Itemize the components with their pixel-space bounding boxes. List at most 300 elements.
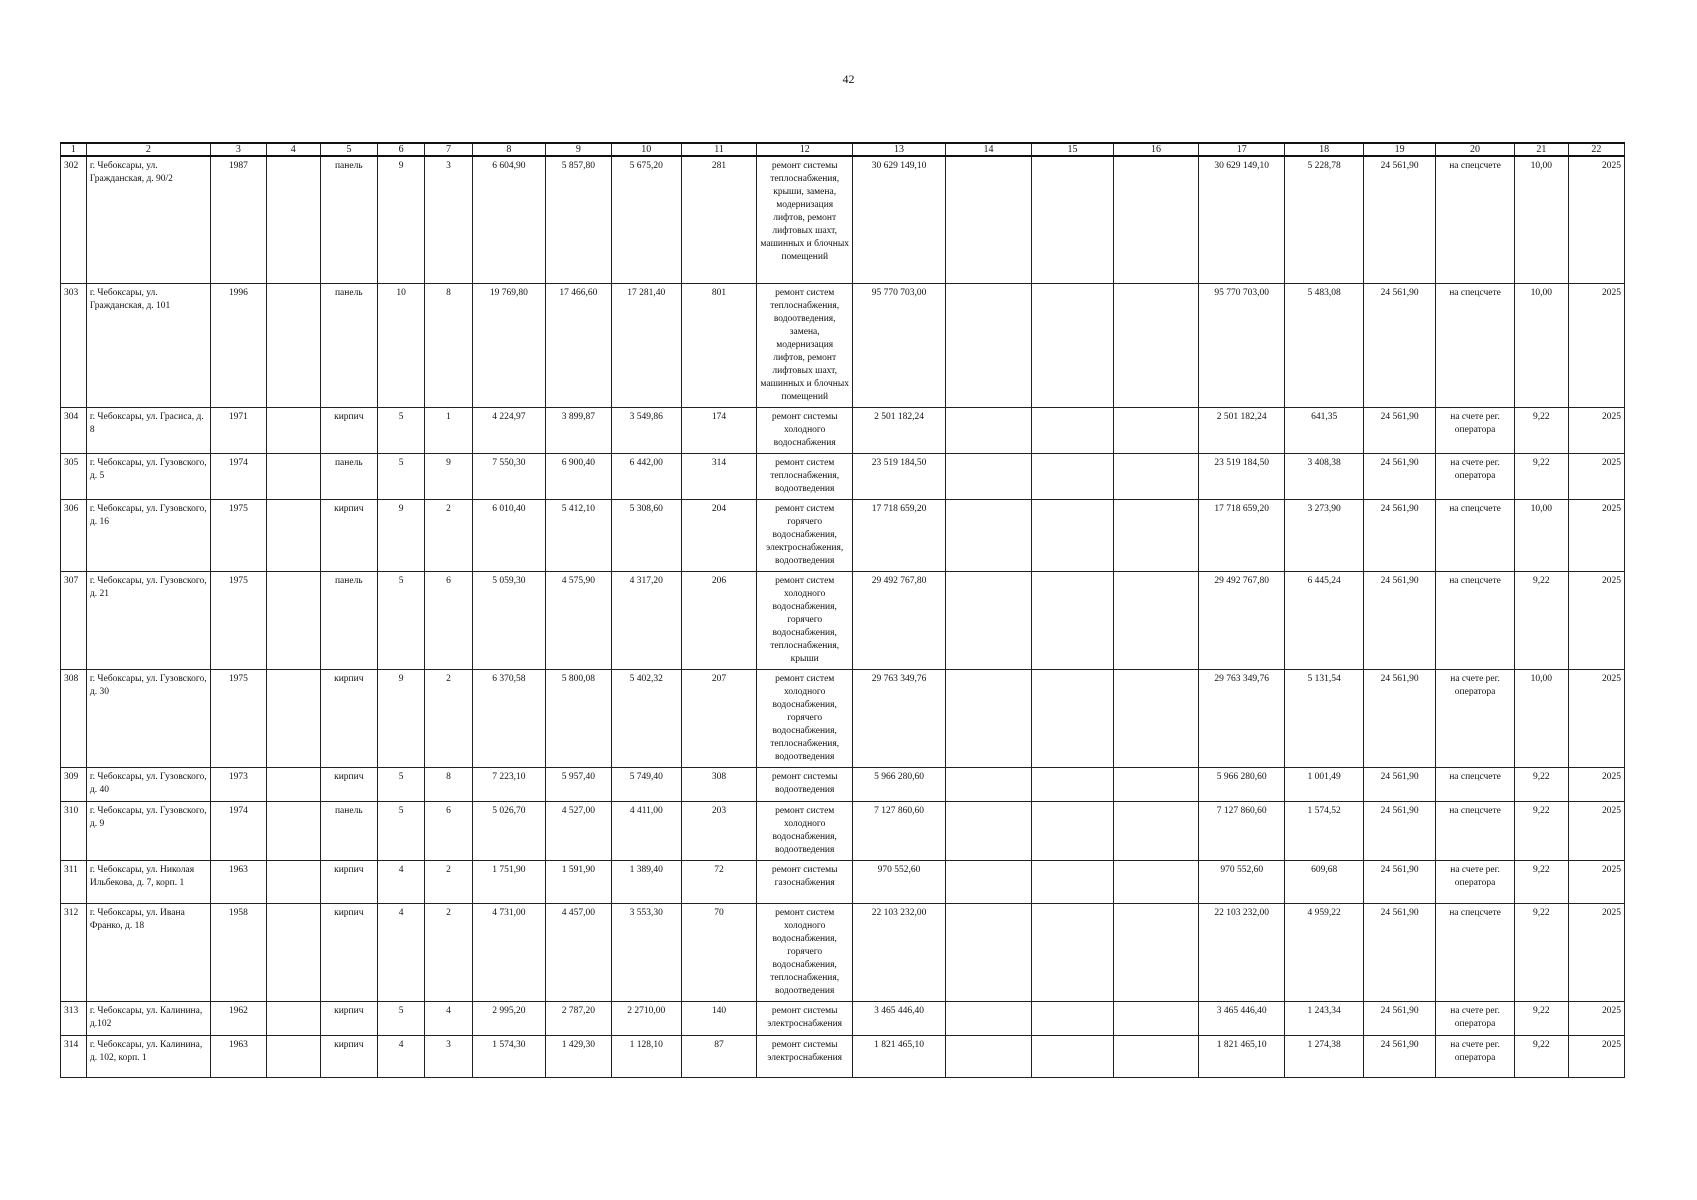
year-cell: 1963	[210, 860, 266, 903]
column-number: 18	[1285, 143, 1364, 156]
work-type-cell: ремонт системы холодного водоснабжения	[757, 407, 853, 453]
fund-method-cell: на спецсчете	[1436, 767, 1515, 801]
unit-cost-cell: 1 574,52	[1285, 801, 1364, 860]
total-cost-cell: 5 966 280,60	[853, 767, 946, 801]
residents-cell: 87	[681, 1035, 756, 1077]
year-cell: 1975	[210, 571, 266, 669]
row-number: 310	[61, 801, 87, 860]
residents-cell: 70	[681, 903, 756, 1001]
living-area-cell: 4 527,00	[546, 801, 612, 860]
residents-cell: 72	[681, 860, 756, 903]
residential-area-cell: 17 281,40	[611, 283, 681, 407]
empty-cell	[1113, 767, 1198, 801]
empty-cell	[266, 156, 320, 283]
residents-cell: 281	[681, 156, 756, 283]
row-number: 314	[61, 1035, 87, 1077]
owners-funds-cell: 29 492 767,80	[1199, 571, 1285, 669]
row-number: 311	[61, 860, 87, 903]
empty-cell	[1032, 860, 1114, 903]
plan-year-cell: 2025	[1568, 860, 1624, 903]
empty-cell	[266, 407, 320, 453]
empty-cell	[1113, 860, 1198, 903]
address-cell: г. Чебоксары, ул. Гузовского, д. 30	[86, 669, 210, 767]
contribution-rate-cell: 9,22	[1514, 860, 1568, 903]
work-type-cell: ремонт систем теплоснабжения, водоотведения	[757, 453, 853, 499]
empty-cell	[1032, 1035, 1114, 1077]
total-cost-cell: 7 127 860,60	[853, 801, 946, 860]
entrances-cell: 3	[425, 156, 472, 283]
wall-material-cell: кирпич	[320, 903, 377, 1001]
empty-cell	[945, 453, 1031, 499]
entrances-cell: 2	[425, 903, 472, 1001]
entrances-cell: 8	[425, 283, 472, 407]
empty-cell	[1032, 407, 1114, 453]
column-number: 22	[1568, 143, 1624, 156]
wall-material-cell: кирпич	[320, 767, 377, 801]
total-cost-cell: 95 770 703,00	[853, 283, 946, 407]
total-area-cell: 2 995,20	[472, 1001, 545, 1035]
address-cell: г. Чебоксары, ул. Гузовского, д. 40	[86, 767, 210, 801]
empty-cell	[945, 156, 1031, 283]
max-unit-cost-cell: 24 561,90	[1364, 571, 1436, 669]
column-number: 3	[210, 143, 266, 156]
empty-cell	[266, 1035, 320, 1077]
residents-cell: 207	[681, 669, 756, 767]
living-area-cell: 2 787,20	[546, 1001, 612, 1035]
table-row	[61, 1035, 1625, 1077]
fund-method-cell: на счете рег. оператора	[1436, 407, 1515, 453]
address-cell: г. Чебоксары, ул. Николая Ильбекова, д. 7, корп. 1	[86, 860, 210, 903]
page-number: 42	[842, 72, 855, 86]
empty-cell	[1113, 407, 1198, 453]
unit-cost-cell: 5 228,78	[1285, 156, 1364, 283]
column-number: 10	[611, 143, 681, 156]
max-unit-cost-cell: 24 561,90	[1364, 453, 1436, 499]
row-number: 309	[61, 767, 87, 801]
floors-cell: 5	[377, 1001, 424, 1035]
unit-cost-cell: 3 408,38	[1285, 453, 1364, 499]
year-cell: 1974	[210, 453, 266, 499]
owners-funds-cell: 29 763 349,76	[1199, 669, 1285, 767]
empty-cell	[1032, 903, 1114, 1001]
wall-material-cell: кирпич	[320, 407, 377, 453]
address-cell: г. Чебоксары, ул. Гузовского, д. 5	[86, 453, 210, 499]
column-number: 9	[546, 143, 612, 156]
living-area-cell: 4 457,00	[546, 903, 612, 1001]
contribution-rate-cell: 9,22	[1514, 903, 1568, 1001]
empty-cell	[266, 571, 320, 669]
work-type-cell: ремонт систем холодного водоснабжения, водоотведения	[757, 801, 853, 860]
total-cost-cell: 970 552,60	[853, 860, 946, 903]
total-cost-cell: 22 103 232,00	[853, 903, 946, 1001]
entrances-cell: 2	[425, 860, 472, 903]
column-number: 6	[377, 143, 424, 156]
total-area-cell: 6 370,58	[472, 669, 545, 767]
living-area-cell: 1 429,30	[546, 1035, 612, 1077]
year-cell: 1973	[210, 767, 266, 801]
empty-cell	[1113, 283, 1198, 407]
entrances-cell: 8	[425, 767, 472, 801]
living-area-cell: 6 900,40	[546, 453, 612, 499]
empty-cell	[1032, 156, 1114, 283]
work-type-cell: ремонт систем горячего водоснабжения, электроснабжения, водоотведения	[757, 499, 853, 571]
unit-cost-cell: 609,68	[1285, 860, 1364, 903]
row-number: 304	[61, 407, 87, 453]
residential-area-cell: 5 675,20	[611, 156, 681, 283]
living-area-cell: 5 857,80	[546, 156, 612, 283]
owners-funds-cell: 5 966 280,60	[1199, 767, 1285, 801]
address-cell: г. Чебоксары, ул. Гражданская, д. 101	[86, 283, 210, 407]
year-cell: 1958	[210, 903, 266, 1001]
column-number: 8	[472, 143, 545, 156]
address-cell: г. Чебоксары, ул. Ивана Франко, д. 18	[86, 903, 210, 1001]
row-number: 308	[61, 669, 87, 767]
address-cell: г. Чебоксары, ул. Гражданская, д. 90/2	[86, 156, 210, 283]
residential-area-cell: 3 553,30	[611, 903, 681, 1001]
row-number: 312	[61, 903, 87, 1001]
column-number: 17	[1199, 143, 1285, 156]
plan-year-cell: 2025	[1568, 1035, 1624, 1077]
unit-cost-cell: 641,35	[1285, 407, 1364, 453]
residential-area-cell: 4 317,20	[611, 571, 681, 669]
plan-year-cell: 2025	[1568, 903, 1624, 1001]
empty-cell	[945, 669, 1031, 767]
living-area-cell: 5 800,08	[546, 669, 612, 767]
max-unit-cost-cell: 24 561,90	[1364, 669, 1436, 767]
residents-cell: 314	[681, 453, 756, 499]
fund-method-cell: на счете рег. оператора	[1436, 860, 1515, 903]
table-row	[61, 156, 1625, 283]
plan-year-cell: 2025	[1568, 156, 1624, 283]
table-row	[61, 669, 1625, 767]
empty-cell	[945, 283, 1031, 407]
work-type-cell: ремонт систем холодного водоснабжения, горячего водоснабжения, теплоснабжения, водоотведения	[757, 903, 853, 1001]
floors-cell: 5	[377, 767, 424, 801]
living-area-cell: 1 591,90	[546, 860, 612, 903]
work-type-cell: ремонт системы теплоснабжения, крыши, замена, модернизация лифтов, ремонт лифтовых шахт, машинных и блочных помещений	[757, 156, 853, 283]
max-unit-cost-cell: 24 561,90	[1364, 767, 1436, 801]
total-area-cell: 1 751,90	[472, 860, 545, 903]
plan-year-cell: 2025	[1568, 767, 1624, 801]
plan-year-cell: 2025	[1568, 499, 1624, 571]
column-number-row	[61, 143, 1625, 156]
living-area-cell: 4 575,90	[546, 571, 612, 669]
empty-cell	[945, 407, 1031, 453]
empty-cell	[1113, 669, 1198, 767]
empty-cell	[266, 801, 320, 860]
wall-material-cell: кирпич	[320, 1035, 377, 1077]
address-cell: г. Чебоксары, ул. Грасиса, д. 8	[86, 407, 210, 453]
fund-method-cell: на счете рег. оператора	[1436, 1035, 1515, 1077]
residential-area-cell: 5 402,32	[611, 669, 681, 767]
row-number: 305	[61, 453, 87, 499]
fund-method-cell: на спецсчете	[1436, 801, 1515, 860]
unit-cost-cell: 5 483,08	[1285, 283, 1364, 407]
year-cell: 1975	[210, 499, 266, 571]
max-unit-cost-cell: 24 561,90	[1364, 283, 1436, 407]
residents-cell: 308	[681, 767, 756, 801]
year-cell: 1974	[210, 801, 266, 860]
table-row	[61, 499, 1625, 571]
plan-year-cell: 2025	[1568, 801, 1624, 860]
owners-funds-cell: 23 519 184,50	[1199, 453, 1285, 499]
work-type-cell: ремонт системы электроснабжения	[757, 1035, 853, 1077]
address-cell: г. Чебоксары, ул. Гузовского, д. 9	[86, 801, 210, 860]
empty-cell	[1032, 571, 1114, 669]
empty-cell	[1113, 1035, 1198, 1077]
table-row	[61, 283, 1625, 407]
empty-cell	[945, 499, 1031, 571]
owners-funds-cell: 30 629 149,10	[1199, 156, 1285, 283]
empty-cell	[266, 903, 320, 1001]
floors-cell: 5	[377, 801, 424, 860]
column-number: 5	[320, 143, 377, 156]
wall-material-cell: кирпич	[320, 860, 377, 903]
address-cell: г. Чебоксары, ул. Гузовского, д. 16	[86, 499, 210, 571]
year-cell: 1963	[210, 1035, 266, 1077]
residential-area-cell: 1 389,40	[611, 860, 681, 903]
max-unit-cost-cell: 24 561,90	[1364, 860, 1436, 903]
owners-funds-cell: 970 552,60	[1199, 860, 1285, 903]
column-number: 4	[266, 143, 320, 156]
work-type-cell: ремонт систем теплоснабжения, водоотведения, замена, модернизация лифтов, ремонт лифтовых шахт, машинных и блочных помещений	[757, 283, 853, 407]
floors-cell: 9	[377, 669, 424, 767]
owners-funds-cell: 2 501 182,24	[1199, 407, 1285, 453]
contribution-rate-cell: 9,22	[1514, 407, 1568, 453]
living-area-cell: 5 957,40	[546, 767, 612, 801]
year-cell: 1996	[210, 283, 266, 407]
wall-material-cell: панель	[320, 571, 377, 669]
year-cell: 1987	[210, 156, 266, 283]
contribution-rate-cell: 9,22	[1514, 1035, 1568, 1077]
contribution-rate-cell: 10,00	[1514, 499, 1568, 571]
floors-cell: 5	[377, 571, 424, 669]
total-cost-cell: 23 519 184,50	[853, 453, 946, 499]
owners-funds-cell: 7 127 860,60	[1199, 801, 1285, 860]
contribution-rate-cell: 9,22	[1514, 767, 1568, 801]
work-type-cell: ремонт систем холодного водоснабжения, горячего водоснабжения, теплоснабжения, водоотведения	[757, 669, 853, 767]
row-number: 303	[61, 283, 87, 407]
empty-cell	[1113, 571, 1198, 669]
column-number: 2	[86, 143, 210, 156]
floors-cell: 4	[377, 903, 424, 1001]
contribution-rate-cell: 10,00	[1514, 283, 1568, 407]
empty-cell	[1032, 669, 1114, 767]
owners-funds-cell: 22 103 232,00	[1199, 903, 1285, 1001]
total-cost-cell: 29 492 767,80	[853, 571, 946, 669]
address-cell: г. Чебоксары, ул. Калинина, д.102	[86, 1001, 210, 1035]
empty-cell	[1113, 1001, 1198, 1035]
entrances-cell: 4	[425, 1001, 472, 1035]
fund-method-cell: на спецсчете	[1436, 283, 1515, 407]
wall-material-cell: панель	[320, 283, 377, 407]
total-cost-cell: 1 821 465,10	[853, 1035, 946, 1077]
empty-cell	[945, 801, 1031, 860]
contribution-rate-cell: 10,00	[1514, 156, 1568, 283]
fund-method-cell: на спецсчете	[1436, 903, 1515, 1001]
floors-cell: 9	[377, 156, 424, 283]
row-number: 306	[61, 499, 87, 571]
unit-cost-cell: 1 243,34	[1285, 1001, 1364, 1035]
owners-funds-cell: 17 718 659,20	[1199, 499, 1285, 571]
table-row	[61, 453, 1625, 499]
residential-area-cell: 4 411,00	[611, 801, 681, 860]
empty-cell	[1032, 283, 1114, 407]
entrances-cell: 1	[425, 407, 472, 453]
entrances-cell: 2	[425, 669, 472, 767]
empty-cell	[945, 571, 1031, 669]
residents-cell: 801	[681, 283, 756, 407]
total-cost-cell: 3 465 446,40	[853, 1001, 946, 1035]
column-number: 12	[757, 143, 853, 156]
total-area-cell: 19 769,80	[472, 283, 545, 407]
column-number: 1	[61, 143, 87, 156]
empty-cell	[266, 283, 320, 407]
address-cell: г. Чебоксары, ул. Гузовского, д. 21	[86, 571, 210, 669]
empty-cell	[266, 1001, 320, 1035]
max-unit-cost-cell: 24 561,90	[1364, 1001, 1436, 1035]
column-number: 11	[681, 143, 756, 156]
owners-funds-cell: 3 465 446,40	[1199, 1001, 1285, 1035]
unit-cost-cell: 4 959,22	[1285, 903, 1364, 1001]
empty-cell	[1113, 156, 1198, 283]
unit-cost-cell: 6 445,24	[1285, 571, 1364, 669]
empty-cell	[1032, 801, 1114, 860]
total-area-cell: 5 059,30	[472, 571, 545, 669]
max-unit-cost-cell: 24 561,90	[1364, 407, 1436, 453]
empty-cell	[266, 767, 320, 801]
table-row	[61, 407, 1625, 453]
fund-method-cell: на счете рег. оператора	[1436, 1001, 1515, 1035]
contribution-rate-cell: 10,00	[1514, 669, 1568, 767]
empty-cell	[1113, 903, 1198, 1001]
column-number: 16	[1113, 143, 1198, 156]
living-area-cell: 5 412,10	[546, 499, 612, 571]
plan-year-cell: 2025	[1568, 1001, 1624, 1035]
unit-cost-cell: 1 274,38	[1285, 1035, 1364, 1077]
column-number: 20	[1436, 143, 1515, 156]
table-row	[61, 801, 1625, 860]
fund-method-cell: на спецсчете	[1436, 499, 1515, 571]
plan-year-cell: 2025	[1568, 571, 1624, 669]
owners-funds-cell: 95 770 703,00	[1199, 283, 1285, 407]
floors-cell: 5	[377, 407, 424, 453]
floors-cell: 5	[377, 453, 424, 499]
contribution-rate-cell: 9,22	[1514, 801, 1568, 860]
empty-cell	[1113, 453, 1198, 499]
fund-method-cell: на спецсчете	[1436, 156, 1515, 283]
residential-area-cell: 5 308,60	[611, 499, 681, 571]
row-number: 302	[61, 156, 87, 283]
column-number: 13	[853, 143, 946, 156]
fund-method-cell: на счете рег. оператора	[1436, 453, 1515, 499]
unit-cost-cell: 3 273,90	[1285, 499, 1364, 571]
empty-cell	[945, 903, 1031, 1001]
entrances-cell: 3	[425, 1035, 472, 1077]
entrances-cell: 2	[425, 499, 472, 571]
year-cell: 1962	[210, 1001, 266, 1035]
empty-cell	[1113, 499, 1198, 571]
total-area-cell: 6 604,90	[472, 156, 545, 283]
fund-method-cell: на спецсчете	[1436, 571, 1515, 669]
residential-area-cell: 2 2710,00	[611, 1001, 681, 1035]
table-row	[61, 903, 1625, 1001]
column-number: 14	[945, 143, 1031, 156]
total-cost-cell: 30 629 149,10	[853, 156, 946, 283]
empty-cell	[266, 669, 320, 767]
empty-cell	[1032, 499, 1114, 571]
total-area-cell: 1 574,30	[472, 1035, 545, 1077]
plan-year-cell: 2025	[1568, 453, 1624, 499]
table-row	[61, 767, 1625, 801]
entrances-cell: 6	[425, 801, 472, 860]
residential-area-cell: 6 442,00	[611, 453, 681, 499]
max-unit-cost-cell: 24 561,90	[1364, 1035, 1436, 1077]
residential-area-cell: 1 128,10	[611, 1035, 681, 1077]
table-row	[61, 571, 1625, 669]
contribution-rate-cell: 9,22	[1514, 453, 1568, 499]
max-unit-cost-cell: 24 561,90	[1364, 801, 1436, 860]
unit-cost-cell: 1 001,49	[1285, 767, 1364, 801]
plan-year-cell: 2025	[1568, 669, 1624, 767]
floors-cell: 9	[377, 499, 424, 571]
unit-cost-cell: 5 131,54	[1285, 669, 1364, 767]
empty-cell	[266, 860, 320, 903]
total-cost-cell: 2 501 182,24	[853, 407, 946, 453]
total-area-cell: 7 223,10	[472, 767, 545, 801]
floors-cell: 4	[377, 860, 424, 903]
max-unit-cost-cell: 24 561,90	[1364, 903, 1436, 1001]
work-type-cell: ремонт системы газоснабжения	[757, 860, 853, 903]
repair-program-table	[60, 142, 1625, 1078]
empty-cell	[266, 453, 320, 499]
wall-material-cell: кирпич	[320, 669, 377, 767]
table-row	[61, 1001, 1625, 1035]
empty-cell	[945, 767, 1031, 801]
max-unit-cost-cell: 24 561,90	[1364, 156, 1436, 283]
contribution-rate-cell: 9,22	[1514, 1001, 1568, 1035]
total-area-cell: 6 010,40	[472, 499, 545, 571]
total-area-cell: 7 550,30	[472, 453, 545, 499]
year-cell: 1971	[210, 407, 266, 453]
empty-cell	[266, 499, 320, 571]
residential-area-cell: 5 749,40	[611, 767, 681, 801]
fund-method-cell: на счете рег. оператора	[1436, 669, 1515, 767]
empty-cell	[945, 860, 1031, 903]
wall-material-cell: панель	[320, 453, 377, 499]
wall-material-cell: панель	[320, 156, 377, 283]
total-area-cell: 4 224,97	[472, 407, 545, 453]
work-type-cell: ремонт систем холодного водоснабжения, горячего водоснабжения, теплоснабжения, крыши	[757, 571, 853, 669]
entrances-cell: 9	[425, 453, 472, 499]
total-cost-cell: 29 763 349,76	[853, 669, 946, 767]
max-unit-cost-cell: 24 561,90	[1364, 499, 1436, 571]
row-number: 313	[61, 1001, 87, 1035]
empty-cell	[945, 1035, 1031, 1077]
total-area-cell: 4 731,00	[472, 903, 545, 1001]
work-type-cell: ремонт системы электроснабжения	[757, 1001, 853, 1035]
column-number: 19	[1364, 143, 1436, 156]
work-type-cell: ремонт системы водоотведения	[757, 767, 853, 801]
column-number: 7	[425, 143, 472, 156]
empty-cell	[1113, 801, 1198, 860]
residents-cell: 174	[681, 407, 756, 453]
total-area-cell: 5 026,70	[472, 801, 545, 860]
entrances-cell: 6	[425, 571, 472, 669]
total-cost-cell: 17 718 659,20	[853, 499, 946, 571]
living-area-cell: 3 899,87	[546, 407, 612, 453]
year-cell: 1975	[210, 669, 266, 767]
